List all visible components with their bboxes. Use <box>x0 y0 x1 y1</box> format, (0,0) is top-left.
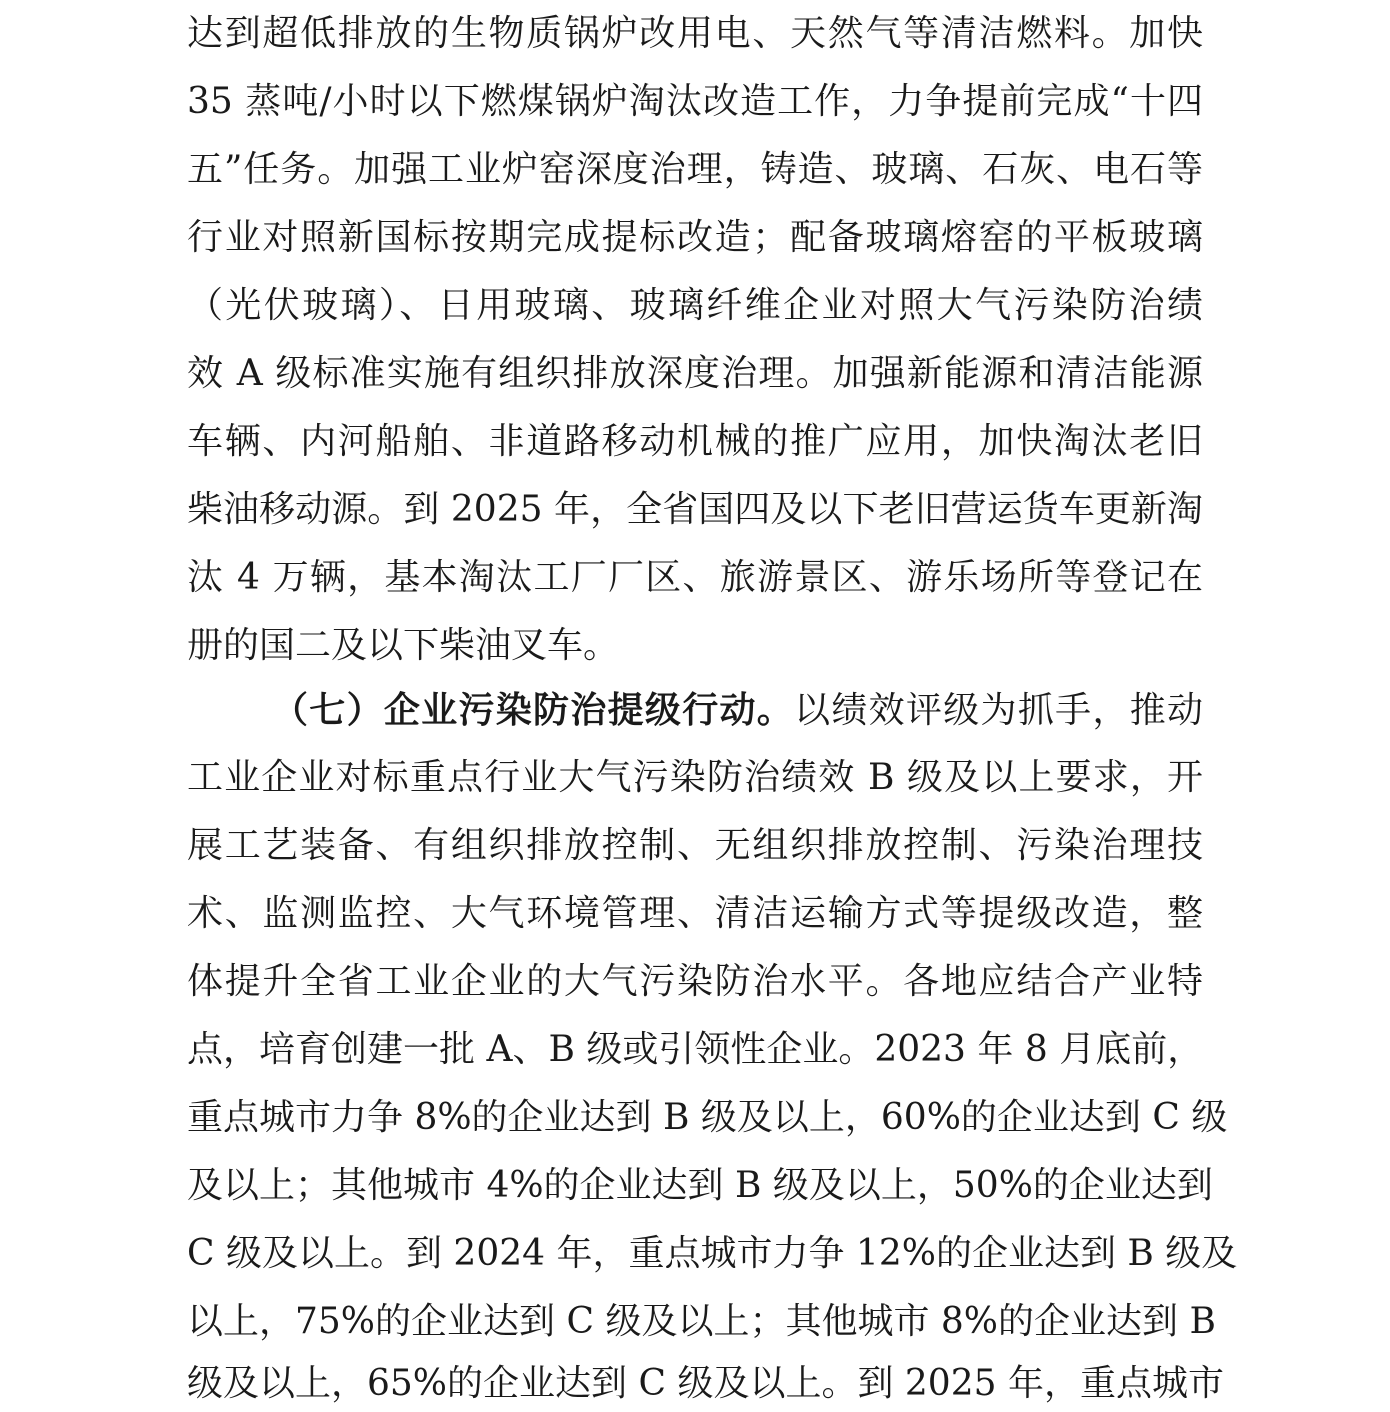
paragraph-line: 达到超低排放的生物质锅炉改用电、天然气等清洁燃料。加快 <box>187 13 1203 54</box>
section-heading-rest: 以绩效评级为抓手，推动 <box>794 690 1203 731</box>
paragraph-line: 以上，75%的企业达到 C 级及以上；其他城市 8%的企业达到 B <box>187 1301 1216 1342</box>
paragraph-line: 35 蒸吨/小时以下燃煤锅炉淘汰改造工作，力争提前完成“十四 <box>187 81 1203 122</box>
paragraph-line: （光伏玻璃）、日用玻璃、玻璃纤维企业对照大气污染防治绩 <box>187 285 1203 326</box>
paragraph-line: 汰 4 万辆，基本淘汰工厂厂区、旅游景区、游乐场所等登记在 <box>187 557 1203 598</box>
paragraph-line: 术、监测监控、大气环境管理、清洁运输方式等提级改造，整 <box>187 893 1203 934</box>
paragraph-line: 车辆、内河船舶、非道路移动机械的推广应用，加快淘汰老旧 <box>187 421 1203 462</box>
paragraph-line: 五”任务。加强工业炉窑深度治理，铸造、玻璃、石灰、电石等 <box>187 149 1203 190</box>
paragraph-line: 册的国二及以下柴油叉车。 <box>187 625 620 666</box>
paragraph-line: 级及以上，65%的企业达到 C 级及以上。到 2025 年，重点城市 <box>187 1363 1224 1404</box>
paragraph-line: 行业对照新国标按期完成提标改造；配备玻璃熔窑的平板玻璃 <box>187 217 1203 258</box>
section-heading-line <box>272 682 1203 738</box>
section-heading: （七）企业污染防治提级行动。 <box>272 689 795 731</box>
paragraph-line: C 级及以上。到 2024 年，重点城市力争 12%的企业达到 B 级及 <box>187 1233 1238 1274</box>
paragraph-line: 效 A 级标准实施有组织排放深度治理。加强新能源和清洁能源 <box>187 353 1203 394</box>
paragraph-line: 工业企业对标重点行业大气污染防治绩效 B 级及以上要求，开 <box>187 757 1203 798</box>
paragraph-line: 体提升全省工业企业的大气污染防治水平。各地应结合产业特 <box>187 961 1203 1002</box>
paragraph-line: 柴油移动源。到 2025 年，全省国四及以下老旧营运货车更新淘 <box>187 489 1203 530</box>
paragraph-line: 点，培育创建一批 A、B 级或引领性企业。2023 年 8 月底前， <box>187 1029 1204 1070</box>
paragraph-line: 及以上；其他城市 4%的企业达到 B 级及以上，50%的企业达到 <box>187 1165 1213 1206</box>
paragraph-line: 展工艺装备、有组织排放控制、无组织排放控制、污染治理技 <box>187 825 1203 866</box>
paragraph-line: 重点城市力争 8%的企业达到 B 级及以上，60%的企业达到 C 级 <box>187 1097 1228 1138</box>
